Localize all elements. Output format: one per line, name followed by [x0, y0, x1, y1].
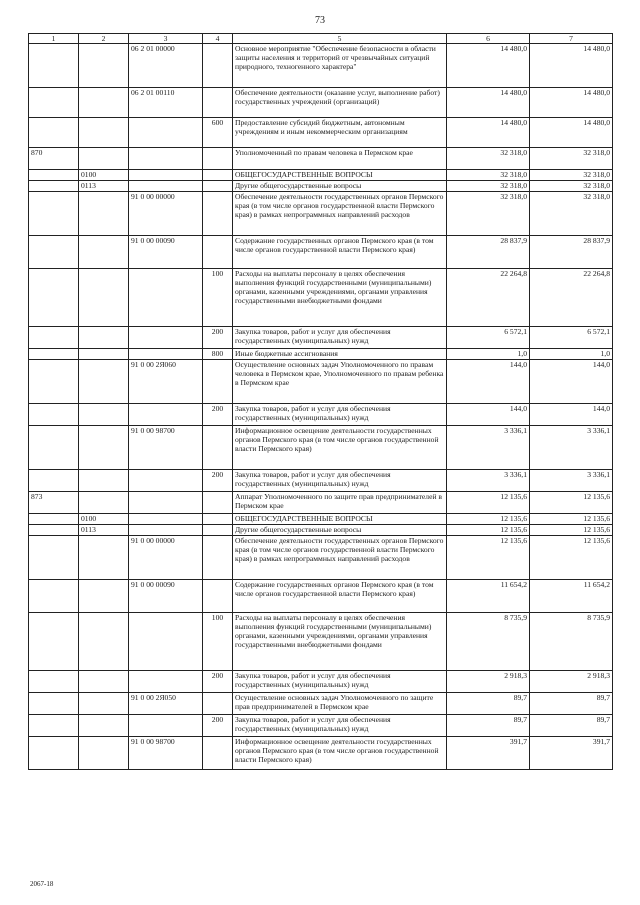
- row-code: [29, 269, 79, 327]
- row-code: [29, 470, 79, 492]
- row-code: 91 0 00 00000: [129, 536, 203, 580]
- row-amount: 32 318,0: [447, 170, 530, 181]
- row-code: [129, 514, 203, 525]
- row-amount: 89,7: [530, 715, 613, 737]
- row-amount: 32 318,0: [447, 148, 530, 170]
- row-code: 100: [203, 613, 233, 671]
- row-code: [29, 580, 79, 613]
- row-code: [79, 148, 129, 170]
- row-amount: 32 318,0: [530, 148, 613, 170]
- row-code: [29, 514, 79, 525]
- row-code: [129, 349, 203, 360]
- row-code: [203, 181, 233, 192]
- table-row: [29, 88, 613, 118]
- row-amount: 22 264,8: [447, 269, 530, 327]
- row-code: [129, 525, 203, 536]
- row-amount: 12 135,6: [447, 525, 530, 536]
- row-code: [203, 580, 233, 613]
- row-code: 91 0 00 2Я050: [129, 693, 203, 715]
- row-code: [79, 327, 129, 349]
- row-description: Предоставление субсидий бюджетным, автономным учреждениям и иным некоммерческим организациям: [233, 118, 447, 148]
- row-amount: 28 837,9: [447, 236, 530, 269]
- row-amount: 14 480,0: [447, 118, 530, 148]
- table-row: [29, 580, 613, 613]
- row-description: Информационное освещение деятельности государственных органов Пермского края (в том числе органов государственной власти Пермского края): [233, 426, 447, 470]
- footer-code: 2067-18: [30, 880, 54, 888]
- row-code: [129, 404, 203, 426]
- row-code: 91 0 00 00090: [129, 580, 203, 613]
- row-code: 200: [203, 715, 233, 737]
- row-amount: 32 318,0: [447, 181, 530, 192]
- row-amount: 6 572,1: [447, 327, 530, 349]
- row-amount: 89,7: [447, 693, 530, 715]
- row-code: 200: [203, 404, 233, 426]
- row-amount: 28 837,9: [530, 236, 613, 269]
- row-amount: 12 135,6: [447, 492, 530, 514]
- row-code: [29, 693, 79, 715]
- row-description: Закупка товаров, работ и услуг для обеспечения государственных (муниципальных) нужд: [233, 327, 447, 349]
- row-code: [29, 192, 79, 236]
- row-description: Содержание государственных органов Пермского края (в том числе органов государственной власти Пермского края): [233, 236, 447, 269]
- row-amount: 12 135,6: [447, 514, 530, 525]
- table-row: [29, 118, 613, 148]
- row-amount: 14 480,0: [530, 118, 613, 148]
- row-amount: 144,0: [530, 404, 613, 426]
- row-code: [79, 470, 129, 492]
- row-code: [203, 88, 233, 118]
- table-row: [29, 44, 613, 88]
- row-code: [79, 404, 129, 426]
- row-code: [203, 525, 233, 536]
- row-amount: 3 336,1: [530, 426, 613, 470]
- row-code: 06 2 01 00110: [129, 88, 203, 118]
- row-code: 870: [29, 148, 79, 170]
- row-description: Уполномоченный по правам человека в Пермском крае: [233, 148, 447, 170]
- row-code: [79, 580, 129, 613]
- row-description: Закупка товаров, работ и услуг для обеспечения государственных (муниципальных) нужд: [233, 671, 447, 693]
- row-amount: 12 135,6: [530, 514, 613, 525]
- row-description: Обеспечение деятельности государственных органов Пермского края (в том числе органов государственной власти Пермского края) в рамках непрограммных направлений расходов: [233, 192, 447, 236]
- row-code: [129, 613, 203, 671]
- row-amount: 2 918,3: [530, 671, 613, 693]
- row-code: [79, 44, 129, 88]
- row-code: [203, 737, 233, 770]
- row-code: [79, 269, 129, 327]
- row-code: [129, 715, 203, 737]
- row-code: 200: [203, 470, 233, 492]
- column-header-7: 7: [530, 34, 613, 44]
- row-code: [29, 88, 79, 118]
- row-description: ОБЩЕГОСУДАРСТВЕННЫЕ ВОПРОСЫ: [233, 170, 447, 181]
- row-code: [203, 170, 233, 181]
- row-code: [29, 737, 79, 770]
- table-row: [29, 148, 613, 170]
- row-amount: 8 735,9: [530, 613, 613, 671]
- column-header-1: 1: [29, 34, 79, 44]
- row-code: [203, 426, 233, 470]
- row-amount: 14 480,0: [530, 44, 613, 88]
- table-row: [29, 236, 613, 269]
- row-description: Обеспечение деятельности государственных органов Пермского края (в том числе органов государственной власти Пермского края) в рамках непрограммных направлений расходов: [233, 536, 447, 580]
- row-description: Осуществление основных задач Уполномоченного по правам человека в Пермском крае, Уполномоченного по правам ребенка в Пермском крае: [233, 360, 447, 404]
- row-amount: 391,7: [530, 737, 613, 770]
- row-code: [79, 88, 129, 118]
- table-row: [29, 715, 613, 737]
- row-code: [29, 118, 79, 148]
- row-amount: 144,0: [447, 404, 530, 426]
- row-code: [29, 715, 79, 737]
- table-row: [29, 737, 613, 770]
- row-code: [79, 349, 129, 360]
- row-code: 91 0 00 00000: [129, 192, 203, 236]
- table-row: [29, 360, 613, 404]
- row-code: [29, 404, 79, 426]
- row-amount: 32 318,0: [530, 170, 613, 181]
- row-description: Расходы на выплаты персоналу в целях обеспечения выполнения функций государственными (муниципальными) органами, казенными учреждениями, органами управления государственными внебюджетными фондами: [233, 269, 447, 327]
- budget-table: [28, 33, 613, 770]
- row-code: [29, 525, 79, 536]
- row-code: 200: [203, 327, 233, 349]
- row-code: [203, 236, 233, 269]
- row-code: [203, 148, 233, 170]
- row-code: 200: [203, 671, 233, 693]
- row-code: [203, 693, 233, 715]
- row-code: [79, 737, 129, 770]
- row-amount: 3 336,1: [447, 470, 530, 492]
- row-code: [203, 492, 233, 514]
- row-description: Содержание государственных органов Пермского края (в том числе органов государственной власти Пермского края): [233, 580, 447, 613]
- row-code: [29, 613, 79, 671]
- row-code: [79, 671, 129, 693]
- table-row: [29, 693, 613, 715]
- row-code: 100: [203, 269, 233, 327]
- row-amount: 2 918,3: [447, 671, 530, 693]
- row-amount: 1,0: [530, 349, 613, 360]
- row-description: Осуществление основных задач Уполномоченного по защите прав предпринимателей в Пермском крае: [233, 693, 447, 715]
- row-code: [79, 715, 129, 737]
- row-amount: 12 135,6: [530, 536, 613, 580]
- row-code: [203, 360, 233, 404]
- row-code: 91 0 00 2Я060: [129, 360, 203, 404]
- table-row: [29, 327, 613, 349]
- row-amount: 14 480,0: [530, 88, 613, 118]
- column-header-4: 4: [203, 34, 233, 44]
- row-code: 91 0 00 98700: [129, 426, 203, 470]
- row-code: [79, 492, 129, 514]
- row-code: 91 0 00 98700: [129, 737, 203, 770]
- row-code: 06 2 01 00000: [129, 44, 203, 88]
- row-description: Закупка товаров, работ и услуг для обеспечения государственных (муниципальных) нужд: [233, 404, 447, 426]
- row-description: Основное мероприятие "Обеспечение безопасности в области защиты населения и территорий от чрезвычайных ситуаций природного, техногенного характера": [233, 44, 447, 88]
- row-code: [203, 536, 233, 580]
- row-code: [203, 192, 233, 236]
- row-code: [79, 236, 129, 269]
- column-header-3: 3: [129, 34, 203, 44]
- row-code: [79, 192, 129, 236]
- row-code: [129, 327, 203, 349]
- row-code: 0100: [79, 514, 129, 525]
- row-description: Закупка товаров, работ и услуг для обеспечения государственных (муниципальных) нужд: [233, 470, 447, 492]
- row-code: [129, 492, 203, 514]
- row-amount: 8 735,9: [447, 613, 530, 671]
- row-code: 91 0 00 00090: [129, 236, 203, 269]
- column-header-2: 2: [79, 34, 129, 44]
- table-row: [29, 170, 613, 181]
- row-code: [29, 671, 79, 693]
- row-code: [129, 269, 203, 327]
- row-amount: 89,7: [447, 715, 530, 737]
- row-description: Информационное освещение деятельности государственных органов Пермского края (в том числе органов государственной власти Пермского края): [233, 737, 447, 770]
- row-amount: 12 135,6: [530, 492, 613, 514]
- table-row: [29, 492, 613, 514]
- row-code: [79, 613, 129, 671]
- table-row: [29, 181, 613, 192]
- row-amount: 144,0: [447, 360, 530, 404]
- row-description: Аппарат Уполномоченного по защите прав предпринимателей в Пермском крае: [233, 492, 447, 514]
- row-code: [129, 181, 203, 192]
- table-row: [29, 426, 613, 470]
- row-amount: 32 318,0: [530, 181, 613, 192]
- column-header-6: 6: [447, 34, 530, 44]
- row-amount: 3 336,1: [447, 426, 530, 470]
- row-amount: 11 654,2: [447, 580, 530, 613]
- row-code: 0100: [79, 170, 129, 181]
- table-header-row: [29, 34, 613, 44]
- table-row: [29, 525, 613, 536]
- row-description: Другие общегосударственные вопросы: [233, 525, 447, 536]
- row-amount: 12 135,6: [530, 525, 613, 536]
- table-row: [29, 671, 613, 693]
- row-code: [29, 170, 79, 181]
- row-code: [79, 693, 129, 715]
- row-description: Иные бюджетные ассигнования: [233, 349, 447, 360]
- table-row: [29, 192, 613, 236]
- row-code: [129, 170, 203, 181]
- row-amount: 32 318,0: [447, 192, 530, 236]
- row-code: [203, 514, 233, 525]
- row-code: [79, 426, 129, 470]
- row-code: 873: [29, 492, 79, 514]
- table-row: [29, 269, 613, 327]
- row-amount: 3 336,1: [530, 470, 613, 492]
- row-code: [129, 148, 203, 170]
- row-description: Другие общегосударственные вопросы: [233, 181, 447, 192]
- table-body: [29, 44, 613, 770]
- row-description: ОБЩЕГОСУДАРСТВЕННЫЕ ВОПРОСЫ: [233, 514, 447, 525]
- row-amount: 89,7: [530, 693, 613, 715]
- table-row: [29, 514, 613, 525]
- table-row: [29, 404, 613, 426]
- column-header-5: 5: [233, 34, 447, 44]
- row-amount: 1,0: [447, 349, 530, 360]
- row-description: Расходы на выплаты персоналу в целях обеспечения выполнения функций государственными (муниципальными) органами, казенными учреждениями, органами управления государственными внебюджетными фондами: [233, 613, 447, 671]
- row-amount: 144,0: [530, 360, 613, 404]
- table-row: [29, 470, 613, 492]
- row-code: 0113: [79, 181, 129, 192]
- row-description: Закупка товаров, работ и услуг для обеспечения государственных (муниципальных) нужд: [233, 715, 447, 737]
- row-code: 600: [203, 118, 233, 148]
- row-amount: 391,7: [447, 737, 530, 770]
- row-code: [29, 327, 79, 349]
- row-amount: 6 572,1: [530, 327, 613, 349]
- row-code: [29, 236, 79, 269]
- row-code: [203, 44, 233, 88]
- row-code: 0113: [79, 525, 129, 536]
- row-amount: 14 480,0: [447, 88, 530, 118]
- row-code: [29, 349, 79, 360]
- table-row: [29, 613, 613, 671]
- row-code: [29, 360, 79, 404]
- row-code: [129, 470, 203, 492]
- row-code: [29, 44, 79, 88]
- row-code: [29, 181, 79, 192]
- row-amount: 12 135,6: [447, 536, 530, 580]
- row-amount: 11 654,2: [530, 580, 613, 613]
- row-code: 800: [203, 349, 233, 360]
- row-amount: 14 480,0: [447, 44, 530, 88]
- row-description: Обеспечение деятельности (оказание услуг, выполнение работ) государственных учреждений (организаций): [233, 88, 447, 118]
- row-code: [129, 118, 203, 148]
- table-row: [29, 536, 613, 580]
- row-code: [79, 360, 129, 404]
- row-code: [79, 536, 129, 580]
- row-amount: 32 318,0: [530, 192, 613, 236]
- table-row: [29, 349, 613, 360]
- row-code: [29, 426, 79, 470]
- row-code: [79, 118, 129, 148]
- row-code: [129, 671, 203, 693]
- row-amount: 22 264,8: [530, 269, 613, 327]
- row-code: [29, 536, 79, 580]
- page-number: 73: [315, 15, 325, 26]
